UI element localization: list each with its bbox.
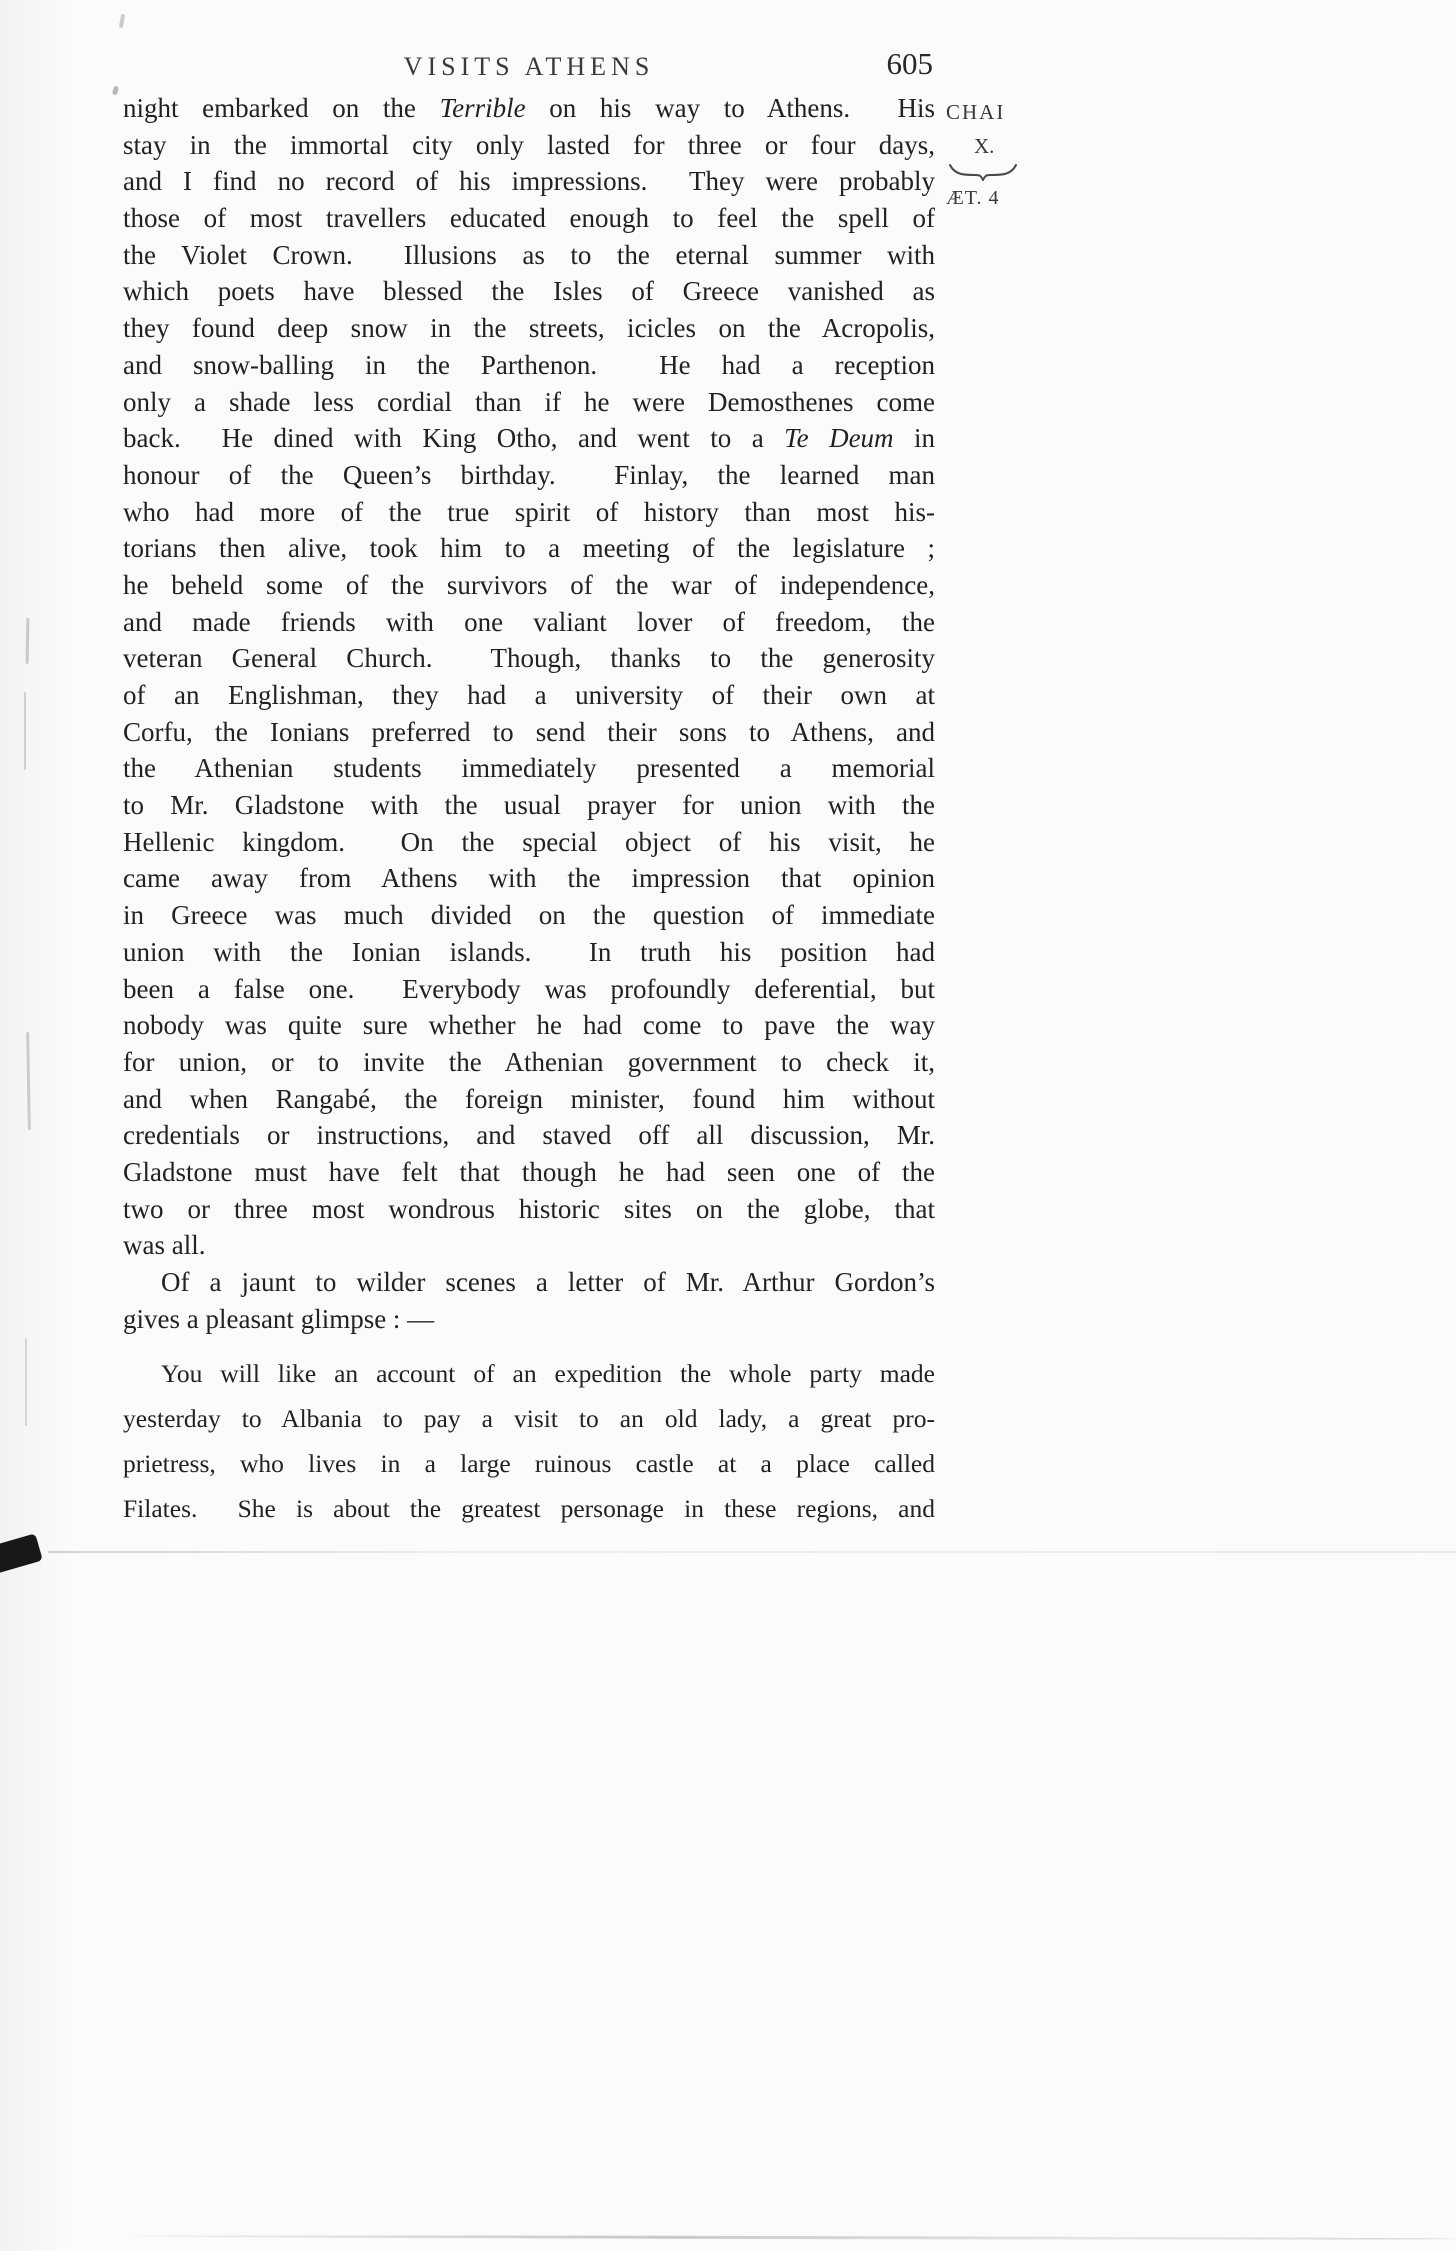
scan-artifact-speck [119, 14, 125, 28]
text-line: the Violet Crown. Illusions as to the eternal summer with [123, 239, 935, 270]
page-number: 605 [886, 46, 933, 81]
text-line: was all. [123, 1230, 206, 1261]
text-line: and when Rangabé, the foreign minister, found him without [123, 1083, 935, 1114]
text-line: back. He dined with King Otho, and went to a Te Deum in [123, 423, 935, 454]
text-line: and I find no record of his impressions. They were probably [123, 166, 935, 197]
text-line: came away from Athens with the impression that opinion [123, 863, 935, 894]
scan-artifact-corner-blob [0, 1533, 43, 1574]
paragraph-main [123, 90, 935, 1264]
scan-artifact-speck [112, 85, 120, 95]
text-line: honour of the Queen’s birthday. Finlay, the learned man [123, 459, 935, 490]
chapter-label: CHAI [946, 100, 1006, 124]
text-line: those of most travellers educated enough to feel the spell of [123, 203, 935, 234]
running-header [123, 46, 935, 86]
text-line: torians then alive, took him to a meeting of the legislature ; [123, 533, 935, 564]
text-line: prietress, who lives in a large ruinous castle at a place called [123, 1449, 935, 1479]
text-line: he beheld some of the survivors of the war of independence, [123, 569, 935, 600]
text-line: been a false one. Everybody was profoundly deferential, but [123, 973, 935, 1004]
scan-artifact-page-edge-line [48, 1551, 1456, 1553]
text-line: union with the Ionian islands. In truth his position had [123, 936, 935, 967]
paragraph-transition [123, 1264, 935, 1337]
text-line: Corfu, the Ionians preferred to send their sons to Athens, and [123, 716, 935, 747]
text-line: who had more of the true spirit of history than most his- [123, 496, 935, 527]
chapter-number: X. [974, 134, 995, 158]
underbrace-icon [948, 163, 1018, 181]
scan-artifact-left-mark [26, 1032, 31, 1130]
text-line: of an Englishman, they had a university of their own at [123, 680, 935, 710]
text-line: gives a pleasant glimpse : — [123, 1303, 435, 1334]
aetat-label: ÆT. 4 [946, 187, 1000, 209]
text-line: in Greece was much divided on the question of immediate [123, 900, 935, 931]
text-line: Of a jaunt to wilder scenes a letter of Mr. Arthur Gordon’s [161, 1267, 935, 1297]
text-line: two or three most wondrous historic sites on the globe, that [123, 1193, 935, 1224]
scan-artifact-left-mark [24, 692, 26, 770]
scan-artifact-left-mark [26, 618, 30, 664]
paragraph-letter-extract [123, 1351, 935, 1531]
text-line: the Athenian students immediately presented a memorial [123, 753, 935, 784]
scan-artifact-left-mark [25, 1338, 27, 1426]
text-line: Gladstone must have felt that though he had seen one of the [123, 1156, 935, 1187]
text-line: Filates. She is about the greatest personage in these regions, and [123, 1494, 935, 1524]
text-line: credentials or instructions, and staved off all discussion, Mr. [123, 1120, 935, 1151]
text-line: which poets have blessed the Isles of Greece vanished as [123, 276, 935, 307]
margin-chapter-note [946, 100, 1056, 210]
text-line: veteran General Church. Though, thanks to the generosity [123, 643, 935, 674]
text-line: You will like an account of an expedition the whole party made [161, 1359, 935, 1389]
text-line: yesterday to Albania to pay a visit to an old lady, a great pro- [123, 1404, 935, 1434]
text-line: and made friends with one valiant lover of freedom, the [123, 606, 935, 637]
text-line: stay in the immortal city only lasted for three or four days, [123, 129, 935, 160]
scan-artifact-bottom-line [128, 2235, 1456, 2241]
text-line: only a shade less cordial than if he were Demosthenes come [123, 386, 935, 417]
text-line: Hellenic kingdom. On the special object of his visit, he [123, 826, 935, 857]
text-line: for union, or to invite the Athenian government to check it, [123, 1046, 935, 1077]
running-title: VISITS ATHENS [403, 52, 655, 81]
text-line: to Mr. Gladstone with the usual prayer for union with the [123, 790, 935, 821]
text-line: nobody was quite sure whether he had come to pave the way [123, 1010, 935, 1041]
text-line: night embarked on the Terrible on his way to Athens. His [123, 93, 935, 123]
text-line: they found deep snow in the streets, icicles on the Acropolis, [123, 313, 935, 344]
text-line: and snow-balling in the Parthenon. He had a reception [123, 349, 935, 380]
text-block [123, 90, 935, 1531]
